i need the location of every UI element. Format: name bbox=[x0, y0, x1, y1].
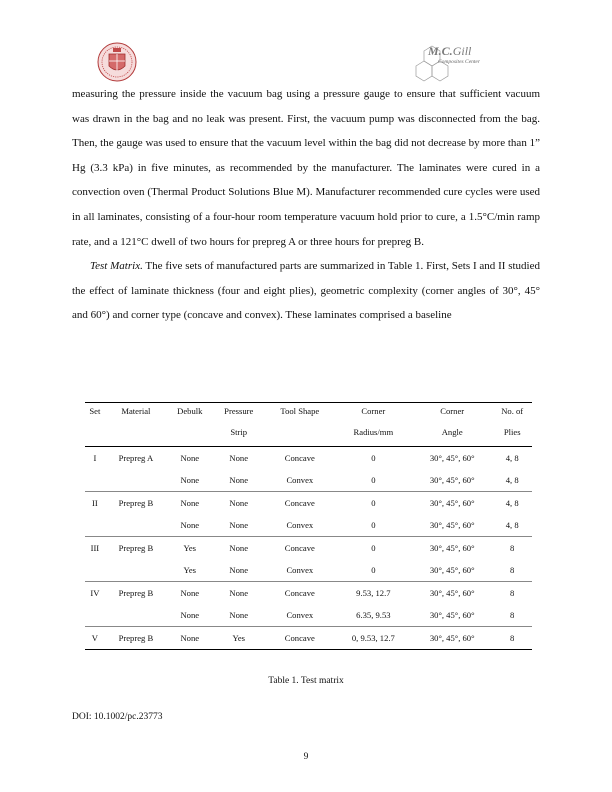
table-cell: 30°, 45°, 60° bbox=[412, 514, 492, 537]
column-header bbox=[167, 427, 213, 447]
table-cell: Convex bbox=[265, 604, 335, 627]
table-cell: II bbox=[92, 498, 98, 508]
table-cell: 30°, 45°, 60° bbox=[412, 559, 492, 582]
table-cell: Concave bbox=[265, 627, 335, 650]
table-cell: None bbox=[213, 604, 265, 627]
paragraph-run-in-heading: Test Matrix. bbox=[90, 260, 143, 273]
table-cell: None bbox=[180, 453, 200, 463]
table-cell: 4, 8 bbox=[505, 453, 519, 463]
table-cell: 30°, 45°, 60° bbox=[412, 604, 492, 627]
table-cell: 8 bbox=[492, 604, 532, 627]
table-cell: None bbox=[229, 588, 249, 598]
table-cell: None bbox=[167, 469, 213, 492]
table-cell: Prepreg B bbox=[105, 627, 167, 650]
table-cell: Prepreg B bbox=[118, 498, 154, 508]
table-header-row bbox=[85, 427, 532, 447]
table-cell: None bbox=[167, 514, 213, 537]
column-header: Pressure bbox=[224, 406, 254, 416]
column-header bbox=[85, 427, 105, 447]
column-header: Tool Shape bbox=[280, 406, 320, 416]
column-header bbox=[105, 427, 167, 447]
column-header: Radius/mm bbox=[353, 427, 394, 437]
table-cell: None bbox=[213, 559, 265, 582]
table-header-row bbox=[85, 403, 532, 428]
table-cell: None bbox=[167, 604, 213, 627]
table-cell: 30°, 45°, 60° bbox=[412, 469, 492, 492]
table-cell: None bbox=[229, 453, 249, 463]
table-cell: Yes bbox=[167, 559, 213, 582]
table-row bbox=[85, 582, 532, 605]
table-cell bbox=[85, 559, 105, 582]
table-cell: 30°, 45°, 60° bbox=[429, 453, 475, 463]
table-cell: 0, 9.53, 12.7 bbox=[335, 627, 412, 650]
table-body bbox=[85, 447, 532, 650]
table-cell: 0 bbox=[335, 559, 412, 582]
table-cell bbox=[85, 514, 105, 537]
page-number: 9 bbox=[303, 752, 309, 762]
paragraph: Test Matrix. The five sets of manufactured parts are summarized in Table 1. First, Sets I and II studied the effect of laminate thickness (four and eight plies), geometric complexity (corner angles of 30°, 45° and 60°) and corner type (concave and convex). These laminates comprised a baseline bbox=[72, 260, 540, 322]
mc-gill-composites-logo bbox=[408, 36, 528, 88]
table-cell: I bbox=[93, 453, 97, 463]
table-cell: 0 bbox=[335, 469, 412, 492]
column-header: Corner bbox=[440, 406, 465, 416]
table-cell: Concave bbox=[284, 453, 315, 463]
table-cell: 0 bbox=[371, 543, 376, 553]
table-cell: 0 bbox=[335, 514, 412, 537]
table-cell bbox=[105, 604, 167, 627]
table-cell: 30°, 45°, 60° bbox=[429, 588, 475, 598]
table-cell: Prepreg B bbox=[118, 588, 154, 598]
test-matrix-table bbox=[85, 402, 532, 650]
table-cell: Convex bbox=[265, 469, 335, 492]
table-cell bbox=[85, 604, 105, 627]
table-row bbox=[85, 627, 532, 650]
table-cell: None bbox=[180, 498, 200, 508]
column-header: Strip bbox=[230, 427, 248, 437]
table-row bbox=[85, 447, 532, 470]
table-cell: 4, 8 bbox=[492, 514, 532, 537]
table-cell: None bbox=[180, 588, 200, 598]
table-cell: Yes bbox=[183, 543, 197, 553]
body-text bbox=[72, 82, 540, 328]
table-cell bbox=[105, 514, 167, 537]
table-cell: 0 bbox=[371, 498, 376, 508]
doi: DOI: 10.1002/pc.23773 bbox=[72, 712, 163, 722]
column-header: Plies bbox=[503, 427, 521, 437]
column-header: Debulk bbox=[177, 406, 203, 416]
table-cell: IV bbox=[90, 588, 100, 598]
column-header: Angle bbox=[441, 427, 463, 437]
table-row bbox=[85, 559, 532, 582]
logo-tagline: Composites Center bbox=[438, 59, 481, 65]
table-caption: Table 1. Test matrix bbox=[268, 676, 344, 686]
table-cell: None bbox=[213, 514, 265, 537]
table-cell bbox=[105, 469, 167, 492]
table-cell: 4, 8 bbox=[492, 469, 532, 492]
logo-brand: M.C.Gill bbox=[428, 44, 472, 58]
table-cell: None bbox=[213, 469, 265, 492]
table-cell: 8 bbox=[492, 627, 532, 650]
table-row bbox=[85, 492, 532, 515]
table-cell: None bbox=[167, 627, 213, 650]
table-row bbox=[85, 604, 532, 627]
table-cell: 8 bbox=[510, 543, 515, 553]
table-cell: III bbox=[90, 543, 100, 553]
table-cell: None bbox=[229, 543, 249, 553]
column-header: No. of bbox=[501, 406, 524, 416]
table-cell: 0 bbox=[371, 453, 376, 463]
table-cell: 6.35, 9.53 bbox=[335, 604, 412, 627]
column-header: Corner bbox=[361, 406, 386, 416]
university-seal-icon bbox=[97, 40, 137, 84]
table-cell: 30°, 45°, 60° bbox=[429, 543, 475, 553]
table-cell: 8 bbox=[510, 588, 515, 598]
table-row bbox=[85, 537, 532, 560]
table-cell: 4, 8 bbox=[505, 498, 519, 508]
column-header: Material bbox=[121, 406, 151, 416]
table-cell: None bbox=[229, 498, 249, 508]
table-cell: 9.53, 12.7 bbox=[356, 588, 391, 598]
paragraph: measuring the pressure inside the vacuum bag using a pressure gauge to ensure that sufficient vacuum was drawn in the bag and no leak was present. First, the vacuum pump was disconnected from the bag. Then, the gauge was used to ensure that the vacuum level within the bag did not decrease by more than 1” Hg (3.3 kPa) in five minutes, as recommended by the manufacturer. The laminates were cured in a convection oven (Thermal Product Solutions Blue M). Manufacturer recommended cure cycles were used in all laminates, consisting of a four-hour room temperature vacuum hold prior to cure, a 1.5°C/min ramp rate, and a 121°C dwell of two hours for prepreg A or three hours for prepreg B. bbox=[72, 88, 540, 248]
column-header bbox=[265, 427, 335, 447]
table-cell: Convex bbox=[265, 514, 335, 537]
table-cell: 8 bbox=[492, 559, 532, 582]
table-cell: Prepreg B bbox=[118, 543, 154, 553]
table-cell: 30°, 45°, 60° bbox=[412, 627, 492, 650]
table-row bbox=[85, 469, 532, 492]
table-cell: Concave bbox=[284, 588, 315, 598]
table-row bbox=[85, 514, 532, 537]
column-header: Set bbox=[89, 406, 101, 416]
table-cell: V bbox=[85, 627, 105, 650]
table-cell bbox=[85, 469, 105, 492]
table-cell: Concave bbox=[284, 498, 315, 508]
table-cell bbox=[105, 559, 167, 582]
table-cell: Prepreg A bbox=[118, 453, 154, 463]
table-cell: Convex bbox=[265, 559, 335, 582]
table-cell: Concave bbox=[284, 543, 315, 553]
table-cell: Yes bbox=[213, 627, 265, 650]
table-cell: 30°, 45°, 60° bbox=[429, 498, 475, 508]
